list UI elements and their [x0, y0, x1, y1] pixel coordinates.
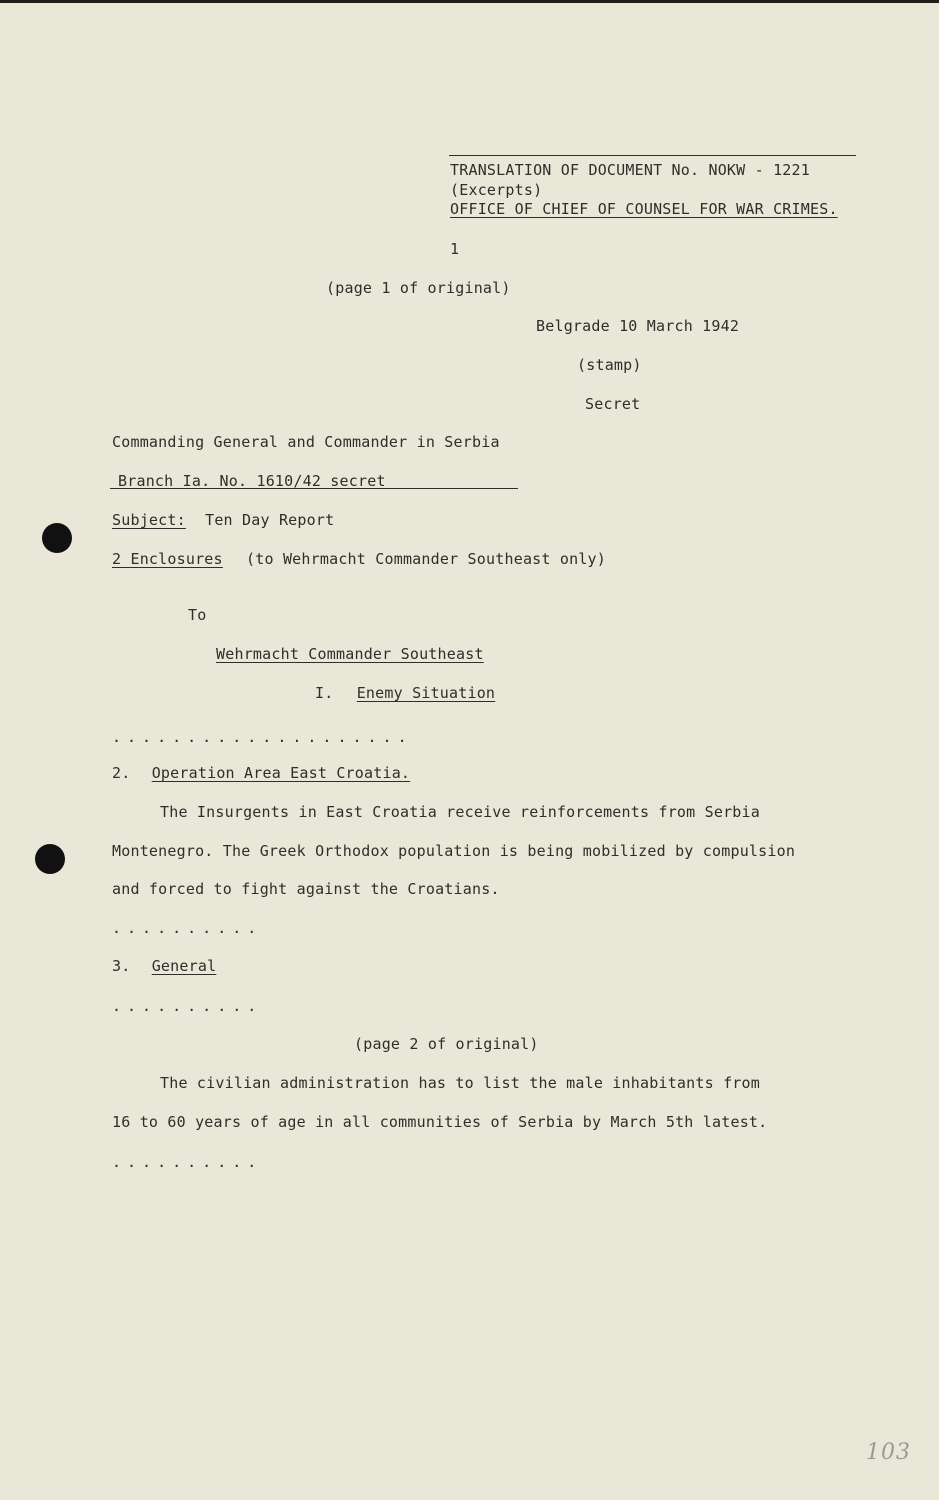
omission-dots-1: .................... [112, 728, 413, 746]
section1-heading [315, 684, 495, 702]
subject-line [112, 511, 334, 529]
to-label: To [188, 606, 207, 624]
branch-underline [110, 488, 518, 489]
omission-dots-2: .......... [112, 919, 263, 937]
item3-number: 3. [112, 957, 131, 975]
page1-marker: (page 1 of original) [326, 279, 511, 297]
classification: Secret [585, 395, 641, 413]
subject-label: Subject: [112, 511, 186, 529]
punch-hole-lower [35, 844, 65, 874]
header-title: TRANSLATION OF DOCUMENT No. NOKW - 1221 [450, 161, 810, 179]
enclosures-line [112, 550, 606, 568]
archive-page-number: 103 [866, 1440, 911, 1465]
header-top-rule [449, 155, 856, 156]
subject-value: Ten Day Report [205, 511, 335, 529]
page-number-top: 1 [450, 240, 460, 258]
recipient: Wehrmacht Commander Southeast [216, 645, 484, 663]
item2-heading [112, 764, 410, 782]
place-date: Belgrade 10 March 1942 [536, 317, 740, 335]
scan-top-edge [0, 0, 939, 3]
header-office: OFFICE OF CHIEF OF COUNSEL FOR WAR CRIMES. [450, 200, 838, 218]
enclosures-value: (to Wehrmacht Commander Southeast only) [246, 550, 607, 568]
closing-text-line1: The civilian administration has to list the male inhabitants from [160, 1074, 760, 1092]
item2-text-line1: The Insurgents in East Croatia receive reinforcements from Serbia [160, 803, 760, 821]
omission-dots-3: .......... [112, 997, 263, 1015]
item3-heading [112, 957, 216, 975]
item3-title: General [151, 957, 217, 975]
item2-title: Operation Area East Croatia. [151, 764, 411, 782]
item2-text-line3: and forced to fight against the Croatians. [112, 880, 500, 898]
section1-title: Enemy Situation [356, 684, 496, 702]
page2-marker: (page 2 of original) [354, 1035, 539, 1053]
branch-reference: Branch Ia. No. 1610/42 secret [118, 472, 386, 490]
closing-text-line2: 16 to 60 years of age in all communities of Serbia by March 5th latest. [112, 1113, 768, 1131]
stamp-note: (stamp) [577, 356, 642, 374]
enclosures-label: 2 Enclosures [112, 550, 223, 568]
item2-text-line2: Montenegro. The Greek Orthodox population is being mobilized by compulsion [112, 842, 796, 860]
punch-hole-upper [42, 523, 72, 553]
section1-number: I. [315, 684, 334, 702]
item2-number: 2. [112, 764, 131, 782]
omission-dots-4: .......... [112, 1153, 263, 1171]
header-excerpts: (Excerpts) [450, 181, 543, 199]
sender: Commanding General and Commander in Serbia [112, 433, 500, 451]
